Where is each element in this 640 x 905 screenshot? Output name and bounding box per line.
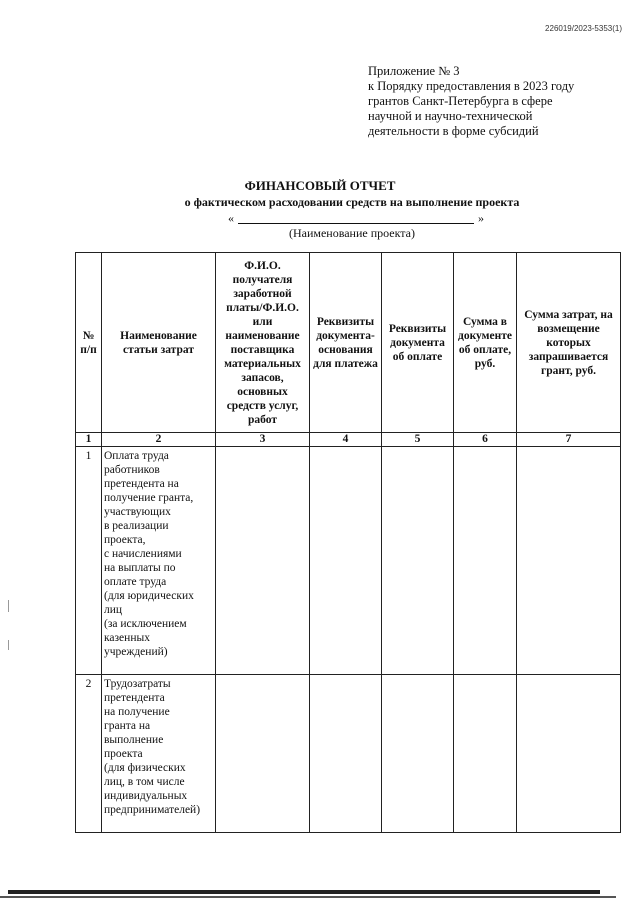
expense-item-name: Трудозатраты претендента на получение гранта на выполнение проекта (для физических лиц, в том числе индивидуальных предпринимателей) [102, 675, 216, 833]
row-index: 1 [76, 447, 102, 675]
header-recipient: Ф.И.О. получателя заработной платы/Ф.И.О. или наименование поставщика материальных запасов, основных средств услуг, работ [216, 253, 310, 433]
payment-amount-cell[interactable] [454, 675, 517, 833]
header-payment-amount: Сумма в документе об оплате, руб. [454, 253, 517, 433]
appendix-line: научной и научно-технической [368, 109, 533, 123]
appendix-line: к Порядку предоставления в 2023 году [368, 79, 575, 93]
scan-margin-mark [8, 600, 9, 612]
scan-edge-line [8, 890, 600, 894]
payment-amount-cell[interactable] [454, 447, 517, 675]
expense-item-name: Оплата труда работников претендента на получение гранта, участвующих в реализации проекта, с начислениями на выплаты по оплате труда (для юридических лиц (за исключением казенных учреждений) [102, 447, 216, 675]
expense-report-table [75, 252, 621, 833]
basis-document-cell[interactable] [310, 447, 382, 675]
grant-amount-cell[interactable] [517, 447, 621, 675]
report-subtitle: о фактическом расходовании средств на выполнение проекта [184, 195, 520, 209]
scan-margin-mark [8, 640, 9, 650]
column-number: 7 [517, 433, 621, 447]
recipient-cell[interactable] [216, 447, 310, 675]
appendix-note [368, 64, 618, 139]
grant-amount-cell[interactable] [517, 675, 621, 833]
header-grant-amount: Сумма затрат, на возмещение которых запрашивается грант, руб. [517, 253, 621, 433]
payment-document-cell[interactable] [382, 675, 454, 833]
report-title: ФИНАНСОВЫЙ ОТЧЕТ [244, 178, 396, 193]
header-payment-document: Реквизиты документа об оплате [382, 253, 454, 433]
row-index: 2 [76, 675, 102, 833]
column-number: 5 [382, 433, 454, 447]
document-id: 226019/2023-5353(1) [545, 24, 622, 33]
column-number: 3 [216, 433, 310, 447]
table-row [76, 675, 621, 833]
column-number: 4 [310, 433, 382, 447]
close-quote: » [478, 211, 484, 225]
column-numbers-row [76, 433, 621, 447]
scan-edge-line [0, 896, 616, 898]
appendix-line: деятельности в форме субсидий [368, 124, 539, 138]
project-name-blank [238, 223, 474, 224]
recipient-cell[interactable] [216, 675, 310, 833]
appendix-line: Приложение № 3 [368, 64, 460, 78]
column-number: 6 [454, 433, 517, 447]
column-number: 2 [102, 433, 216, 447]
header-number: № п/п [76, 253, 102, 433]
open-quote: « [228, 211, 234, 225]
basis-document-cell[interactable] [310, 675, 382, 833]
project-name-field [228, 211, 484, 225]
header-basis-document: Реквизиты документа-основания для платежа [310, 253, 382, 433]
table-row [76, 447, 621, 675]
payment-document-cell[interactable] [382, 447, 454, 675]
project-name-caption: (Наименование проекта) [288, 226, 416, 240]
header-expense-item: Наименование статьи затрат [102, 253, 216, 433]
column-number: 1 [76, 433, 102, 447]
table-header-row [76, 253, 621, 433]
appendix-line: грантов Санкт-Петербурга в сфере [368, 94, 553, 108]
